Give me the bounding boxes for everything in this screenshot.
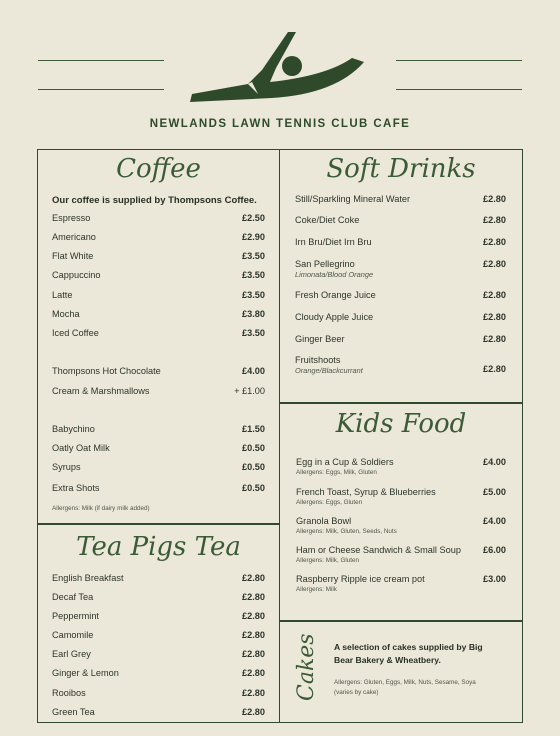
cakes-allergens: Allergens: Gluten, Eggs, Milk, Nuts, Sesame, Soya bbox=[334, 679, 476, 686]
kids-food-panel: Kids Food Egg in a Cup & Soldiers £4.00 Allergens: Eggs, Milk, Gluten French Toast, Syrup & Blueberries £5.00 Allergens: Eggs, Gluten Granola Bowl £4.00 Allergens: Milk, Gluten, Seeds, Nuts Ham or Cheese Sandwich & Small Soup £6.00 Allergens: Milk, Gluten Raspberry Ripple ice cream pot £3.00 Allergens: Milk bbox=[279, 402, 523, 622]
tea-title: Tea Pigs Tea bbox=[76, 532, 241, 562]
cakes-description-line-2: Bear Bakery & Wheatbery. bbox=[334, 655, 441, 665]
cakes-allergens-note: (varies by cake) bbox=[334, 689, 379, 696]
kids-food-allergens: Allergens: Eggs, Gluten bbox=[296, 499, 363, 506]
cakes-panel bbox=[279, 620, 523, 723]
kids-food-allergens: Allergens: Milk bbox=[296, 586, 337, 593]
header-rule-left-top bbox=[38, 60, 164, 61]
kids-food-allergens: Allergens: Eggs, Milk, Gluten bbox=[296, 469, 377, 476]
kids-food-allergens: Allergens: Milk, Gluten bbox=[296, 557, 359, 564]
coffee-supplier-note: Our coffee is supplied by Thompsons Coffee. bbox=[52, 195, 257, 206]
header-rule-left-bottom bbox=[38, 89, 164, 90]
soft-drinks-panel: Soft Drinks Still/Sparkling Mineral Water £2.80 Coke/Diet Coke £2.80 Irn Bru/Diet Irn Bru £2.80 San Pellegrino £2.80 Limonata/Blood Orange Fresh Orange Juice £2.80 Cloudy Apple Juice £2.80 Ginger Beer £2.80 Fruitshoots £2.80 Orange/Blackcurrant bbox=[279, 149, 523, 404]
kids-food-title: Kids Food bbox=[335, 409, 467, 439]
coffee-panel: Coffee Our coffee is supplied by Thompsons Coffee. Espresso £2.50 Americano £2.90 Flat White £3.50 Cappuccino £3.50 Latte £3.50 Mocha £3.80 Iced Coffee £3.50 Thompsons Hot Chocolate £4.00 Cream & Marshmallows + £1.00 Babychino £1.50 Oatly Oat Milk £0.50 Syrups £0.50 Extra Shots £0.50 Allergens: Milk (if dairy milk added) bbox=[37, 149, 280, 525]
coffee-title: Coffee bbox=[116, 154, 201, 184]
tennis-racket-ball-logo-icon bbox=[186, 18, 376, 110]
soft-drinks-title: Soft Drinks bbox=[326, 154, 476, 184]
cakes-title: Cakes bbox=[294, 633, 319, 701]
tea-panel: Tea Pigs Tea English Breakfast £2.80 Decaf Tea £2.80 Peppermint £2.80 Camomile £2.80 Earl Grey £2.80 Ginger & Lemon £2.80 Rooibos £2.80 Green Tea £2.80 bbox=[37, 523, 280, 723]
kids-food-allergens: Allergens: Milk, Gluten, Seeds, Nuts bbox=[296, 528, 397, 535]
header-rule-right-top bbox=[396, 60, 522, 61]
soft-drink-flavours: Orange/Blackcurrant bbox=[295, 366, 363, 375]
cakes-description-line-1: A selection of cakes supplied by Big bbox=[334, 642, 483, 652]
coffee-allergens: Allergens: Milk (if dairy milk added) bbox=[52, 505, 150, 512]
soft-drink-flavours: Limonata/Blood Orange bbox=[295, 270, 374, 279]
club-name: NEWLANDS LAWN TENNIS CLUB CAFE bbox=[149, 118, 411, 130]
header-rule-right-bottom bbox=[396, 89, 522, 90]
